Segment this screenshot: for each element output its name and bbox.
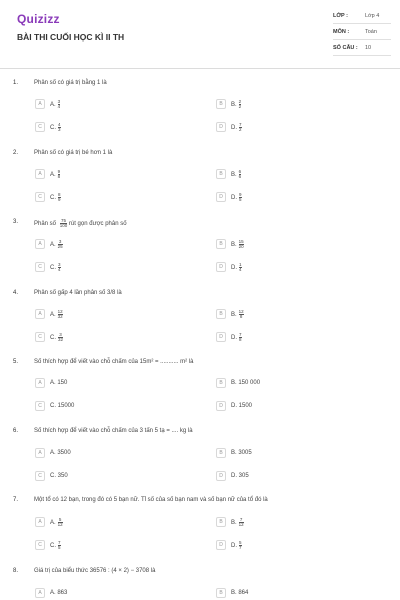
question-number: 2. [13,150,19,156]
option-text: D. $\frac{9}{5}$ [231,192,242,202]
fraction: $\frac{3}{32}$ [58,332,64,342]
option-letter-badge: C [35,540,45,550]
option-letter-badge: B [216,588,226,598]
option-text: D. 305 [231,473,249,479]
option-letter-badge: A [35,309,45,319]
option-letter-badge: B [216,169,226,179]
fraction: $\frac{6}{6}$ [238,169,242,179]
meta-underline [333,39,391,40]
option-text: A. 3500 [50,450,71,456]
meta-underline [333,23,391,24]
option-letter-badge: D [216,332,226,342]
header-divider [0,68,400,69]
question-text: Phân số gấp 4 lần phân số 3/8 là [34,290,122,296]
option-text: B. $\frac{2}{2}$ [231,99,242,109]
option-text: D. $\frac{5}{7}$ [231,540,242,550]
option-text: A. 863 [50,590,68,596]
option-letter-badge: A [35,378,45,388]
fraction: $\frac{15}{20}$ [238,239,244,249]
option-text: A. $\frac{3}{4}$ [50,99,61,109]
fraction: $\frac{7}{12}$ [238,517,244,527]
question-number: 8. [13,568,19,574]
question-number: 6. [13,428,19,434]
fraction: $\frac{3}{25}$ [57,239,63,249]
option-letter-badge: C [35,262,45,272]
option-text: A. $\frac{5}{12}$ [50,517,63,527]
question-text: Số thích hợp để viết vào chỗ chấm của 15m² = ........... m² là [34,359,194,365]
option-letter-badge: C [35,332,45,342]
fraction: $\frac{1}{4}$ [239,262,242,272]
option-text: C. $\frac{3}{4}$ [50,262,61,272]
option-text: C. $\frac{8}{9}$ [50,192,61,202]
option-text: B. $\frac{6}{6}$ [231,169,242,179]
option-text: C. $\frac{4}{3}$ [50,122,61,132]
fraction: $\frac{7}{8}$ [239,332,242,342]
option-letter-badge: B [216,239,226,249]
option-letter-badge: C [35,471,45,481]
option-letter-badge: B [216,517,226,527]
option-letter-badge: A [35,99,45,109]
meta-label: LỚP : [333,13,348,19]
fraction: $\frac{7}{2}$ [239,122,242,132]
fraction: $\frac{2}{2}$ [238,99,242,109]
option-letter-badge: D [216,540,226,550]
meta-label: SỐ CÂU : [333,45,358,51]
option-text: B. $\frac{15}{20}$ [231,239,244,249]
option-letter-badge: B [216,448,226,458]
question-text: Một tổ có 12 bạn, trong đó có 5 bạn nữ. Tỉ số của số bạn nam và số bạn nữ của tổ đó là [34,497,268,503]
option-letter-badge: A [35,239,45,249]
question-text: Giá trị của biểu thức 36576 : (4 × 2) − 3708 là [34,568,156,574]
fraction: $\frac{12}{32}$ [57,309,63,319]
option-text: D. $\frac{7}{8}$ [231,332,242,342]
option-text: D. $\frac{1}{4}$ [231,262,242,272]
question-number: 4. [13,290,19,296]
meta-label: MÔN : [333,29,350,35]
option-text: B. 864 [231,590,249,596]
fraction: $\frac{5}{12}$ [57,517,63,527]
fraction: $\frac{4}{3}$ [58,122,61,132]
fraction: $\frac{9}{5}$ [239,192,242,202]
option-letter-badge: A [35,169,45,179]
option-letter-badge: A [35,517,45,527]
option-letter-badge: B [216,309,226,319]
document-header [0,0,400,70]
exam-title: BÀI THI CUỐI HỌC KÌ II TH [17,32,125,42]
option-letter-badge: D [216,401,226,411]
fraction: $\frac{3}{4}$ [58,262,61,272]
option-letter-badge: B [216,99,226,109]
option-text: A. $\frac{9}{8}$ [50,169,61,179]
question-number: 3. [13,219,19,225]
option-text: B. $\frac{7}{12}$ [231,517,244,527]
fraction: $\frac{75}{100}$ [59,218,68,228]
fraction: $\frac{9}{8}$ [57,169,61,179]
option-letter-badge: B [216,378,226,388]
option-text: B. 3005 [231,450,252,456]
option-letter-badge: A [35,588,45,598]
question-text: Phân số $\frac{75}{100}$ rút gọn được phân số [34,218,127,228]
option-letter-badge: C [35,122,45,132]
question-text: Phân số có giá trị bằng 1 là [34,80,107,86]
option-letter-badge: D [216,262,226,272]
fraction: $\frac{5}{7}$ [239,540,242,550]
meta-value: 10 [365,45,372,51]
option-letter-badge: D [216,122,226,132]
option-text: C. $\frac{7}{5}$ [50,540,61,550]
question-text: Phân số có giá trị bé hơn 1 là [34,150,113,156]
fraction: $\frac{3}{4}$ [57,99,61,109]
option-text: C. 15000 [50,403,75,409]
fraction: $\frac{7}{5}$ [58,540,61,550]
option-letter-badge: C [35,192,45,202]
option-text: D. $\frac{7}{2}$ [231,122,242,132]
option-text: D. 1500 [231,403,253,409]
option-text: A. 150 [50,380,68,386]
option-text: C. $\frac{3}{32}$ [50,332,64,342]
question-number: 7. [13,497,19,503]
option-letter-badge: D [216,192,226,202]
option-text: B. 150 000 [231,380,261,386]
meta-underline [333,55,391,56]
option-text: C. 350 [50,473,68,479]
meta-value: Toán [365,29,377,35]
option-text: A. $\frac{12}{32}$ [50,309,63,319]
meta-value: Lớp 4 [365,13,380,19]
option-letter-badge: A [35,448,45,458]
option-letter-badge: C [35,401,45,411]
option-letter-badge: D [216,471,226,481]
quizizz-logo: Quizizz [17,12,60,26]
question-number: 1. [13,80,19,86]
fraction: $\frac{8}{9}$ [58,192,61,202]
question-number: 5. [13,359,19,365]
fraction: $\frac{12}{8}$ [238,309,244,319]
option-text: A. $\frac{3}{25}$ [50,239,63,249]
option-text: B. $\frac{12}{8}$ [231,309,244,319]
question-text: Số thích hợp để viết vào chỗ chấm của 3 tấn 5 tạ = .... kg là [34,428,193,434]
